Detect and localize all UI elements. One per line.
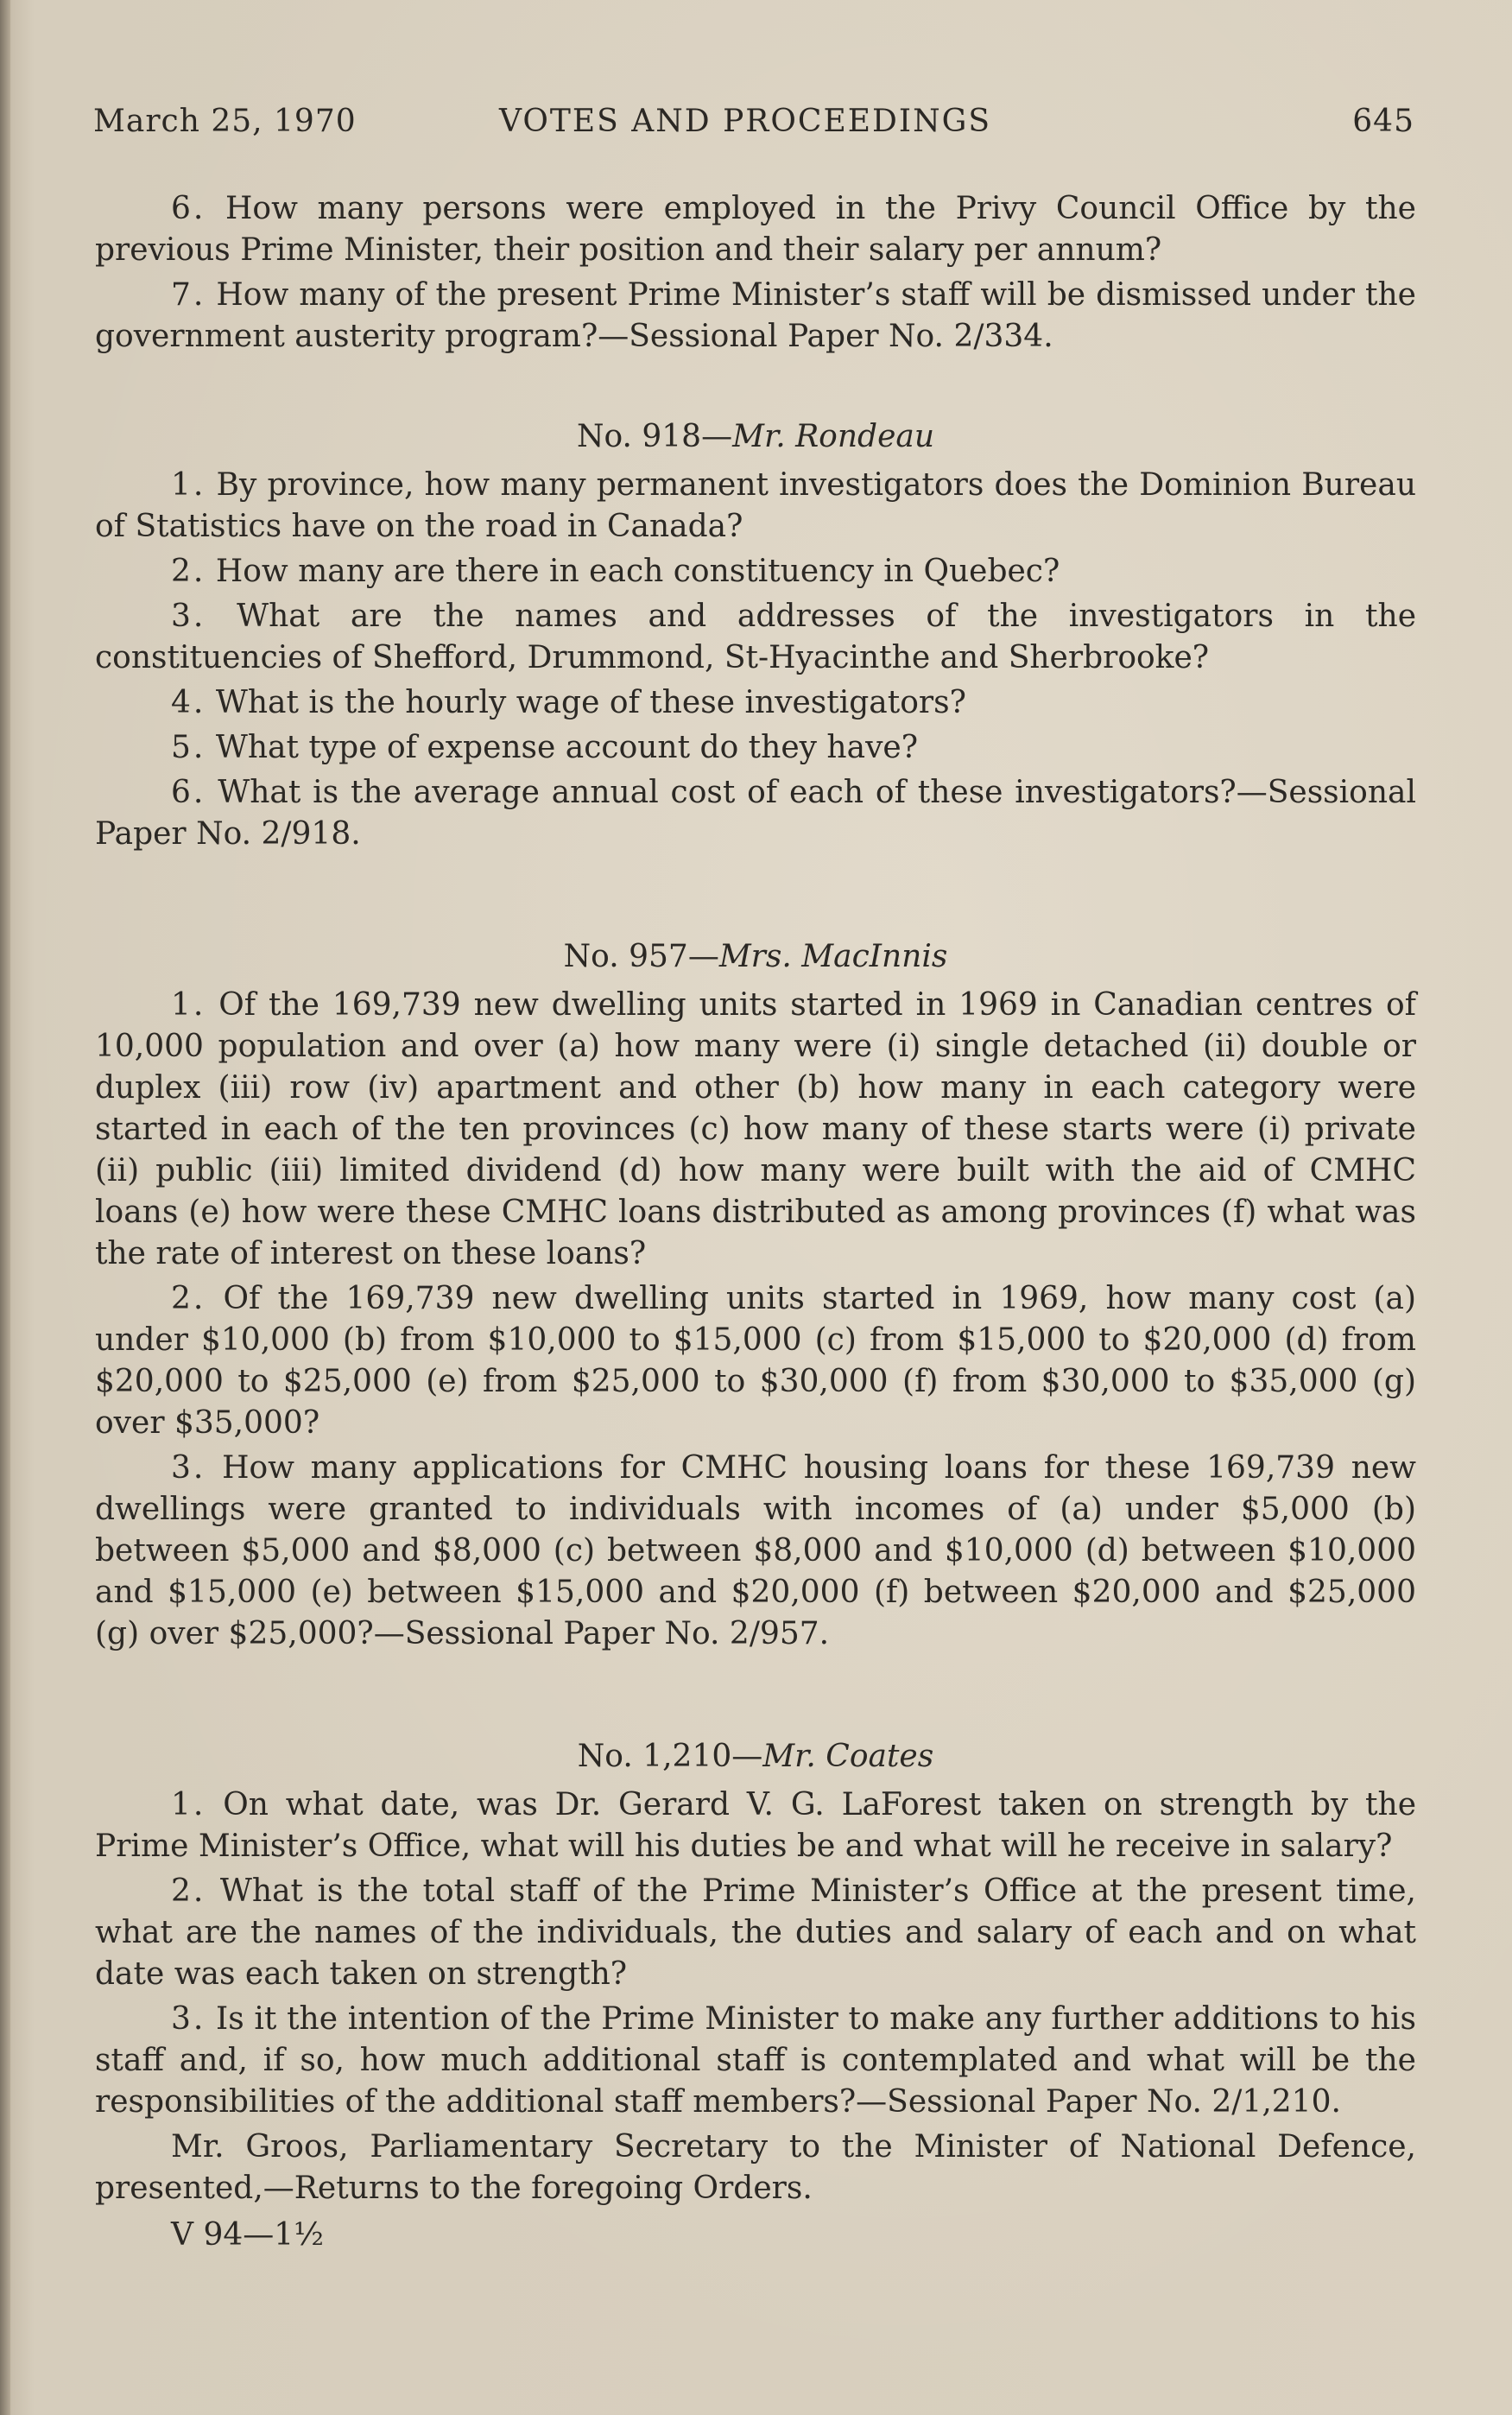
question-item xyxy=(95,772,1416,855)
page-number: 645 xyxy=(1352,104,1414,139)
question-number: 6. xyxy=(171,775,206,810)
running-header xyxy=(93,104,1414,155)
question-item xyxy=(95,1784,1416,1867)
question-number: 3. xyxy=(171,2001,206,2037)
question-text: How many applications for CMHC housing loans for these 169,739 new dwellings were granted to individuals with incomes of (a) under $5,000 (b) between $5,000 and $8,000 (c) between $8,000 and $10,000 (d) between $10,000 and $15,000 (e) between $15,000 and $20,000 (f) between $20,000 and $25,000 (g) over $25,000?—Sessional Paper No. 2/957. xyxy=(95,1450,1416,1651)
question-text: Of the 169,739 new dwelling units started in 1969, how many cost (a) under $10,000 (b) from $10,000 to $15,000 (c) from $15,000 to $20,000 (d) from $20,000 to $25,000 (e) from $25,000 to $30,000 (f) from $30,000 to $35,000 (g) over $35,000? xyxy=(95,1281,1416,1441)
member-name: Mr. Rondeau xyxy=(732,419,935,454)
section-spacer xyxy=(95,859,1416,936)
question-item xyxy=(95,188,1416,271)
question-number: 4. xyxy=(171,685,206,720)
question-number: 5. xyxy=(171,730,206,765)
question-number: 1. xyxy=(171,987,206,1023)
member-name: Mr. Coates xyxy=(762,1739,934,1774)
question-number: 6. xyxy=(171,191,206,226)
question-text: How many persons were employed in the Privy Council Office by the previous Prime Minister, their position and their salary per annum? xyxy=(95,191,1416,268)
question-text: How many are there in each constituency in Quebec? xyxy=(215,554,1060,589)
header-title: VOTES AND PROCEEDINGS xyxy=(499,104,992,139)
section-heading xyxy=(95,936,1416,978)
question-text: What are the names and addresses of the investigators in the constituencies of Shefford, Drummond, St-Hyacinthe and Sherbrooke? xyxy=(95,599,1416,675)
question-text: By province, how many permanent investigators does the Dominion Bureau of Statistics have on the road in Canada? xyxy=(95,467,1417,544)
section-spacer xyxy=(95,361,1416,416)
question-number-label: No. 1,210— xyxy=(577,1739,763,1774)
question-item xyxy=(95,1999,1416,2123)
question-number: 3. xyxy=(171,1450,206,1486)
question-number: 3. xyxy=(171,599,206,634)
question-number: 1. xyxy=(171,467,206,503)
header-date: March 25, 1970 xyxy=(93,104,357,139)
section-spacer xyxy=(95,1658,1416,1736)
question-item xyxy=(95,1278,1416,1444)
question-item xyxy=(95,727,1416,769)
question-item xyxy=(95,465,1416,548)
question-number: 2. xyxy=(171,1281,206,1316)
question-text: On what date, was Dr. Gerard V. G. LaForest taken on strength by the Prime Minister’s Office, what will his duties be and what will he receive in salary? xyxy=(95,1787,1416,1864)
question-item xyxy=(95,275,1416,358)
question-number: 7. xyxy=(171,277,206,313)
question-item xyxy=(95,551,1416,593)
question-text: What is the hourly wage of these investigators? xyxy=(215,685,966,720)
question-text: Of the 169,739 new dwelling units started in 1969 in Canadian centres of 10,000 population and over (a) how many were (i) single detached (ii) double or duplex (iii) row (iv) apartment and other (b) how many in each category were started in each of the ten provinces (c) how many of these starts were (i) private (ii) public (iii) limited dividend (d) how many were built with the aid of CMHC loans (e) how were these CMHC loans distributed as among provinces (f) what was the rate of interest on these loans? xyxy=(95,987,1416,1271)
question-text: What type of expense account do they have? xyxy=(215,730,919,765)
question-text: What is the total staff of the Prime Minister’s Office at the present time, what are the names of the individuals, the duties and salary of each and on what date was each taken on strength? xyxy=(95,1873,1416,1992)
section-heading xyxy=(95,416,1416,458)
closing-statement: Mr. Groos, Parliamentary Secretary to the Minister of National Defence, presented,—Returns to the foregoing Orders. xyxy=(95,2129,1416,2206)
question-text: Is it the intention of the Prime Minister to make any further additions to his staff and, if so, how much additional staff is contemplated and what will be the responsibilities of the additional staff members?—Sessional Paper No. 2/1,210. xyxy=(95,2001,1416,2120)
question-item xyxy=(95,1871,1416,1995)
question-number: 2. xyxy=(171,554,206,589)
question-item xyxy=(95,1448,1416,1655)
question-item xyxy=(95,985,1416,1275)
signature-mark: V 94—1½ xyxy=(171,2217,325,2253)
document-body xyxy=(95,188,1416,2260)
question-number: 2. xyxy=(171,1873,206,1909)
section-heading xyxy=(95,1736,1416,1778)
question-number: 1. xyxy=(171,1787,206,1822)
question-item xyxy=(95,682,1416,724)
question-text: What is the average annual cost of each of these investigators?—Sessional Paper No. 2/918. xyxy=(95,775,1416,852)
question-number-label: No. 918— xyxy=(576,419,733,454)
question-number-label: No. 957— xyxy=(563,939,719,974)
question-text: How many of the present Prime Minister’s staff will be dismissed under the government austerity program?—Sessional Paper No. 2/334. xyxy=(95,277,1416,354)
question-item xyxy=(95,596,1416,679)
book-spine-shadow xyxy=(0,0,10,2415)
member-name: Mrs. MacInnis xyxy=(718,939,948,974)
